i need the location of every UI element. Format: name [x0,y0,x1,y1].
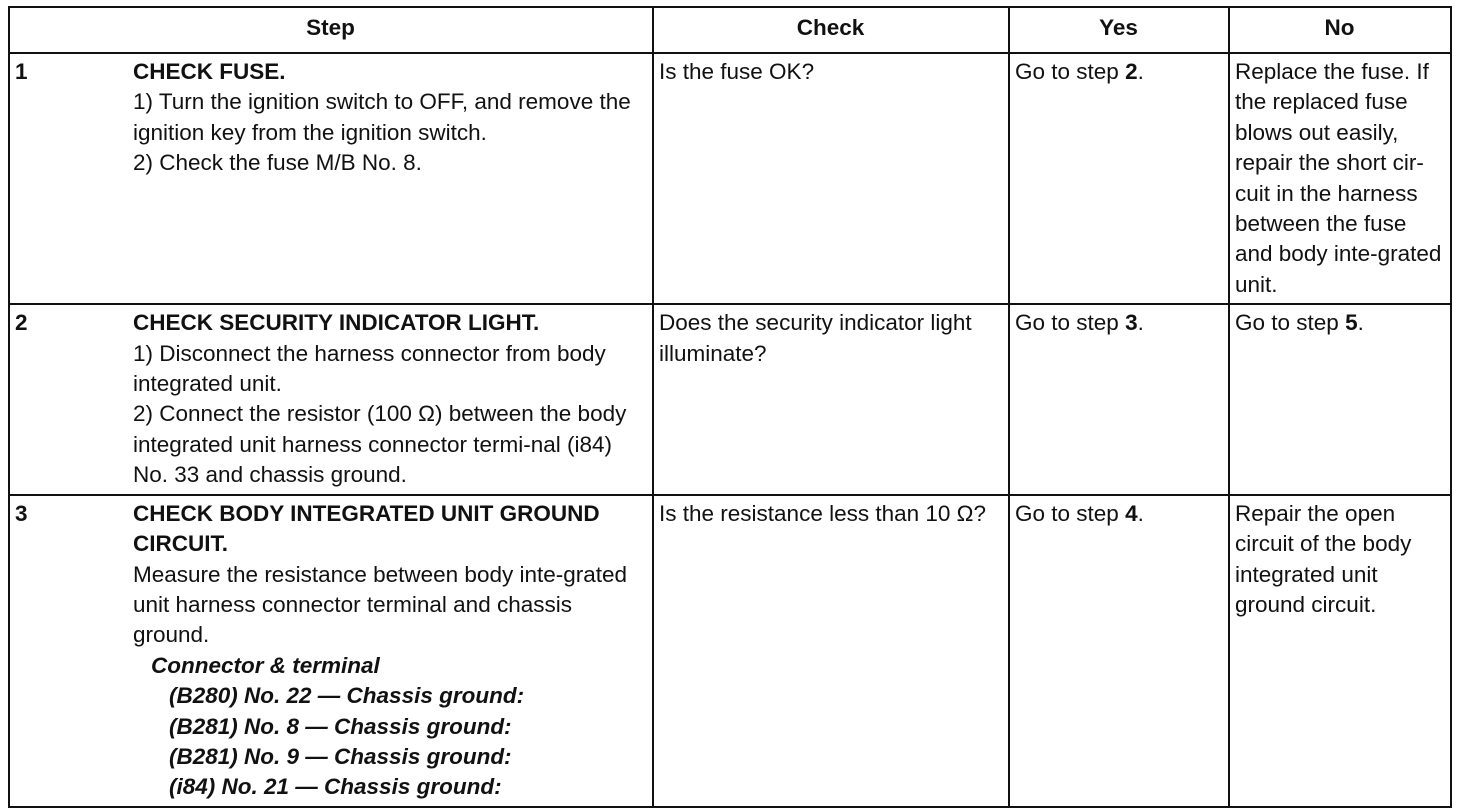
check-cell: Is the resistance less than 10 Ω? [653,495,1009,807]
yes-step-ref: 2 [1125,59,1138,84]
yes-prefix: Go to step [1015,500,1126,526]
connector-item: (B280) No. 22 — Chassis ground: [169,683,525,709]
connector-item: (B281) No. 8 — Chassis ground: [169,713,512,739]
yes-prefix: Go to step [1015,310,1126,336]
no-cell: Replace the fuse. If the replaced fuse blows out easily, repair the short cir-cuit in the harness between the fuse and body inte-grated unit. [1229,53,1451,304]
step-number: 3 [15,500,28,526]
step-instruction: 2) Connect the resistor (100 Ω) between the body integrated unit harness connector termi-nal (i84) No. 33 and chassis ground. [133,401,627,488]
connector-item: (i84) No. 21 — Chassis ground: [169,774,502,800]
table-row [9,495,1451,807]
header-row [9,7,1451,53]
yes-cell [1009,53,1229,304]
step-instruction: 2) Check the fuse M/B No. 8. [133,150,422,176]
step-number: 1 [15,59,28,84]
header-yes: Yes [1009,7,1229,53]
table-row [9,53,1451,304]
check-cell: Is the fuse OK? [653,53,1009,304]
no-cell [1229,304,1451,494]
yes-cell [1009,495,1229,807]
step-instruction: 1) Turn the ignition switch to OFF, and remove the ignition key from the ignition switch. [133,89,631,145]
yes-step-ref: 3 [1125,310,1138,336]
step-cell [9,53,653,304]
yes-cell [1009,304,1229,494]
header-check: Check [653,7,1009,53]
yes-step-ref: 4 [1125,500,1138,526]
no-step-ref: 5 [1345,310,1358,336]
step-title: CHECK SECURITY INDICATOR LIGHT. [133,310,540,336]
connector-heading: Connector & terminal [151,652,380,678]
yes-prefix: Go to step [1015,59,1126,84]
yes-suffix: . [1137,59,1144,84]
no-prefix: Go to step [1235,310,1346,336]
step-cell [9,304,653,494]
step-cell [9,495,653,807]
no-cell: Repair the open circuit of the body integrated unit ground circuit. [1229,495,1451,807]
diagnostic-table [8,6,1452,808]
table-row [9,304,1451,494]
step-instruction: 1) Disconnect the harness connector from body integrated unit. [133,340,606,397]
yes-suffix: . [1137,310,1144,336]
step-number: 2 [15,310,28,336]
no-suffix: . [1357,310,1364,336]
connector-item: (B281) No. 9 — Chassis ground: [169,743,512,769]
step-instruction: Measure the resistance between body inte-grated unit harness connector terminal and chassis ground. [133,561,628,648]
check-cell: Does the security indicator light illuminate? [653,304,1009,494]
header-step: Step [9,7,653,53]
header-no: No [1229,7,1451,53]
step-title: CHECK FUSE. [133,59,286,84]
step-title: CHECK BODY INTEGRATED UNIT GROUND CIRCUIT. [133,500,600,557]
yes-suffix: . [1137,500,1144,526]
